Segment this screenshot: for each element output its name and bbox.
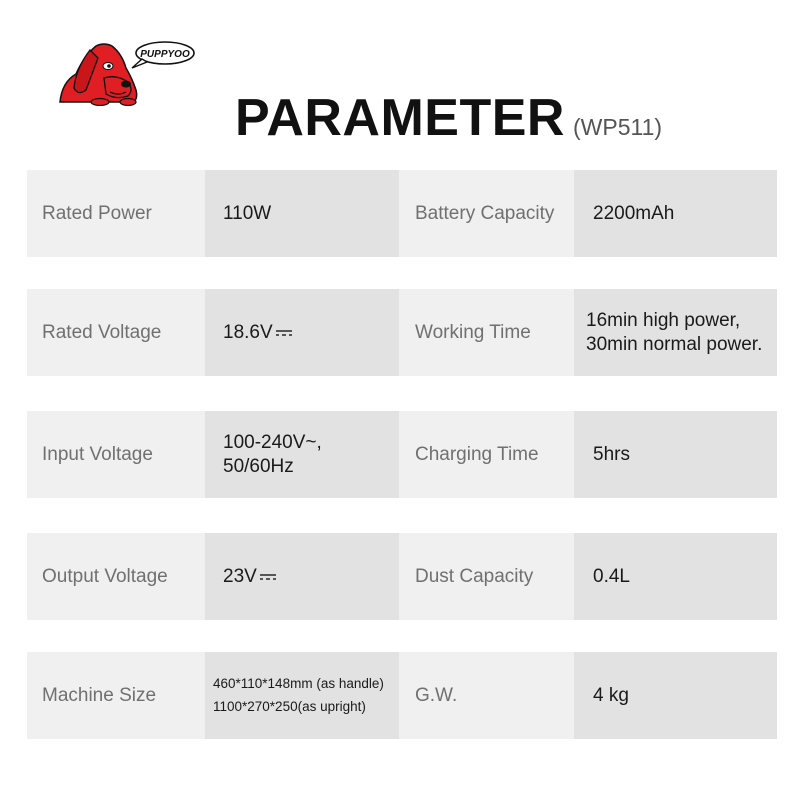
param-value: 100-240V~, 50/60Hz [205,411,399,498]
param-value: 110W [205,170,399,257]
table-row [27,170,777,257]
param-label: Battery Capacity [415,202,555,224]
param-label: Working Time [415,321,531,343]
param-value: 2200mAh [574,170,777,257]
param-label: G.W. [415,684,458,706]
table-row [27,289,777,376]
param-value: 16min high power, 30min normal power. [574,289,777,376]
param-value-cell [205,533,399,620]
param-value: 4 kg [574,652,777,739]
param-label: Rated Power [42,202,152,224]
param-label: Charging Time [415,443,539,465]
puppyoo-logo [56,38,198,106]
logo-text: PUPPYOO [140,49,190,60]
param-value: 460*110*148mm (as handle) 1100*270*250(as upright) [205,652,399,739]
param-label: Output Voltage [42,565,168,587]
table-row [27,533,777,620]
param-value: 0.4L [574,533,777,620]
table-row [27,411,777,498]
param-label: Machine Size [42,684,157,706]
title-main: PARAMETER [235,89,565,147]
param-value-cell [205,289,399,376]
param-value: 18.6V [223,321,273,343]
table-row [27,652,777,739]
param-value: 23V [223,565,257,587]
page-title [235,88,662,158]
title-model: (WP511) [572,114,663,140]
dc-symbol-icon [259,572,277,582]
param-label: Dust Capacity [415,565,534,587]
param-value: 5hrs [574,411,777,498]
param-label: Rated Voltage [42,321,162,343]
dc-symbol-icon [275,328,293,338]
param-label: Input Voltage [42,443,153,465]
